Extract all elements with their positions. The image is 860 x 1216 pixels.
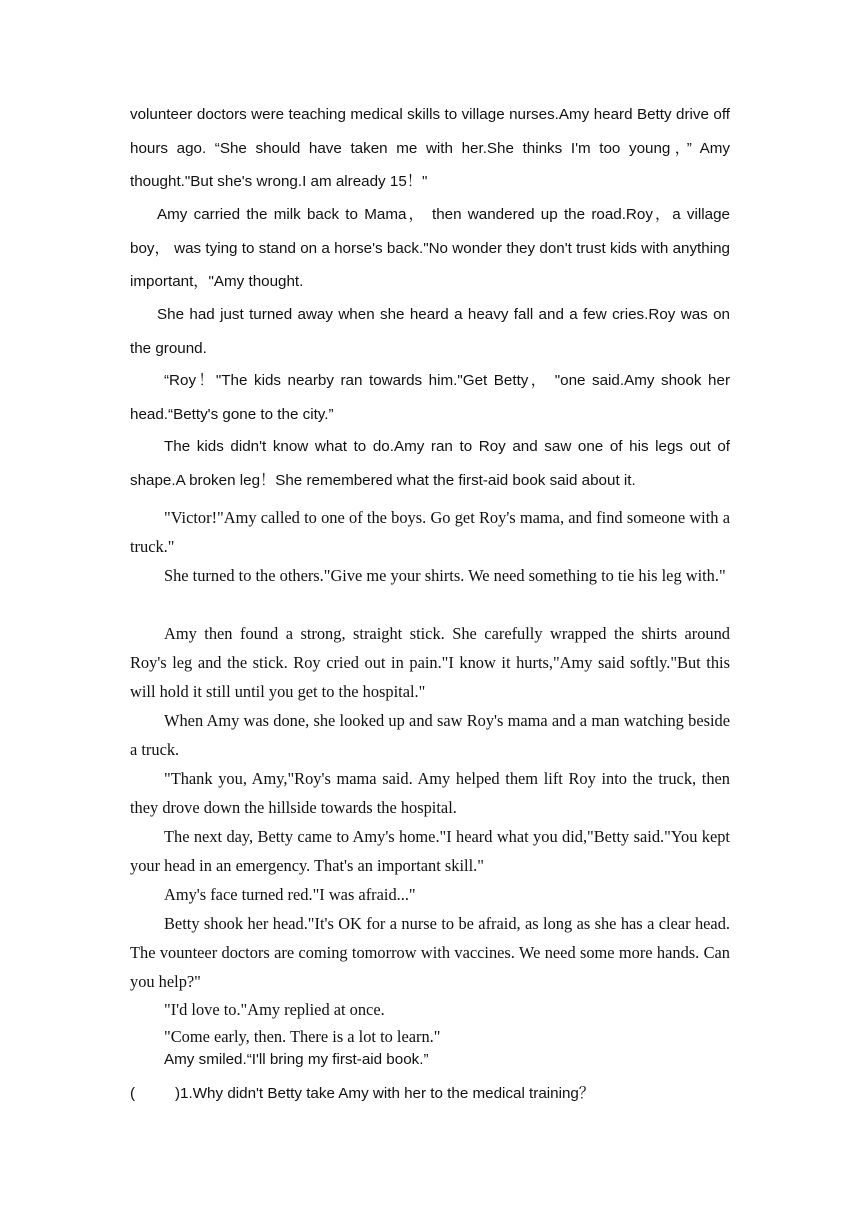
paragraph-11: The next day, Betty came to Amy's home."I heard what you did,"Betty said."You kept your head in an emergency. That's an important skill." (130, 827, 730, 875)
paragraph-8: Amy then found a strong, straight stick. She carefully wrapped the shirts around Roy's leg and the stick. Roy cried out in pain."I know it hurts,"Amy said softly."But this will hold it still until you get to the hospital." (130, 624, 730, 701)
paragraph-12: Amy's face turned red."I was afraid..." (164, 885, 416, 904)
paragraph-9: When Amy was done, she looked up and saw Roy's mama and a man watching beside a truck. (130, 711, 730, 759)
paragraph-1: volunteer doctors were teaching medical skills to village nurses.Amy heard Betty drive off hours ago. “She should have taken me with her.She thinks I'm too young，” Amy thought."But she's wrong.I am already 15！" (130, 106, 730, 190)
paragraph-7: She turned to the others."Give me your shirts. We need something to tie his leg with." (164, 566, 726, 585)
question-1 (130, 1080, 594, 1108)
paragraph-2: Amy carried the milk back to Mama， then wandered up the road.Roy，a village boy， was tying to stand on a horse's back."No wonder they don't trust kids with anything important，"Amy thought. (130, 206, 730, 290)
answer-blank[interactable]: ( (130, 1085, 136, 1102)
paragraph-16: Amy smiled.“I'll bring my first-aid book.” (164, 1051, 429, 1068)
paragraph-15: "Come early, then. There is a lot to learn." (164, 1027, 441, 1046)
paragraph-6: "Victor!"Amy called to one of the boys. Go get Roy's mama, and find someone with a truck." (130, 508, 730, 556)
paragraph-13: Betty shook her head."It's OK for a nurse to be afraid, as long as she has a clear head. The vounteer doctors are coming tomorrow with vaccines. We need some more hands. Can you help?" (130, 914, 730, 991)
paragraph-14: "I'd love to."Amy replied at once. (164, 1000, 385, 1019)
paragraph-3: She had just turned away when she heard a heavy fall and a few cries.Roy was on the ground. (130, 306, 730, 357)
paragraph-4: “Roy！"The kids nearby ran towards him."Get Betty， "one said.Amy shook her head.“Betty's gone to the city.” (130, 372, 730, 423)
question-text: )1.Why didn't Betty take Amy with her to the medical training？ (175, 1085, 595, 1102)
paragraph-10: "Thank you, Amy,"Roy's mama said. Amy helped them lift Roy into the truck, then they drove down the hillside towards the hospital. (130, 769, 730, 817)
paragraph-5: The kids didn't know what to do.Amy ran to Roy and saw one of his legs out of shape.A broken leg！She remembered what the first-aid book said about it. (130, 438, 730, 489)
